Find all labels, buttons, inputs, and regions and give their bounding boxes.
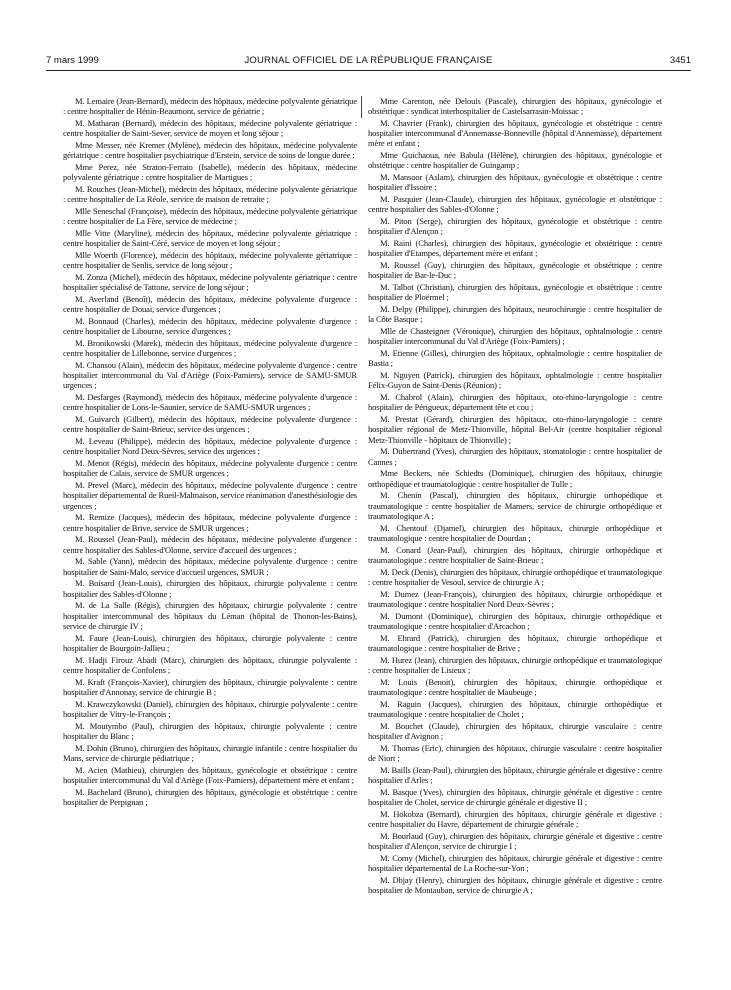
appointment-entry: M. Roussel (Jean-Paul), médecin des hôpitaux, médecine polyvalente d'urgence : centre hospitalier des Sables-d'Olonne, service d'accueil des urgences ;: [63, 534, 357, 555]
right-column: [368, 96, 662, 970]
header-date: 7 mars 1999: [46, 55, 99, 66]
appointment-entry: M. Baills (Jean-Paul), chirurgien des hôpitaux, chirurgie générale et digestive : centre hospitalier d'Arles ;: [368, 764, 662, 785]
appointment-entry: M. Chavrier (Frank), chirurgien des hôpitaux, gynécologie et obstétrique : centre hospitalier intercommunal d'Annemasse-Bonneville (hôpital d'Annemasse), département mère et enfant ;: [368, 118, 662, 149]
appointment-entry: M. Deck (Denis), chirurgien des hôpitaux, chirurgie orthopédique et traumatologique : centre hospitalier de Vesoul, service de chirurgie A ;: [368, 566, 662, 587]
appointment-entry: M. Comy (Michel), chirurgien des hôpitaux, chirurgie générale et digestive : centre hospitalier départemental de La Roche-sur-Yon ;: [368, 852, 662, 873]
appointment-entry: M. Bonnaud (Charles), médecin des hôpitaux, médecine polyvalente d'urgence : centre hospitalier de Libourne, service d'urgences ;: [63, 316, 357, 337]
appointment-entry: M. Rouches (Jean-Michel), médecin des hôpitaux, médecine polyvalente gériatrique : centre hospitalier de La Réole, service de maison de retraite ;: [63, 184, 357, 205]
appointment-entry: M. Bronikowski (Marek), médecin des hôpitaux, médecine polyvalente d'urgence : centre hospitalier de Lillebonne, service d'urgences ;: [63, 338, 357, 359]
appointment-entry: M. Krawczykowski (Daniel), chirurgien des hôpitaux, chirurgie polyvalente : centre hospitalier de Vitry-le-François ;: [63, 698, 357, 719]
appointment-entry: M. Chentouf (Djamel), chirurgien des hôpitaux, chirurgie orthopédique et traumatologique : centre hospitalier de Dourdan ;: [368, 522, 662, 543]
appointment-entry: M. Prestat (Gérard), chirurgien des hôpitaux, oto-rhino-laryngologie : centre hospitalier régional de Metz-Thionville, hôpital Bel-Air (centre hospitalier régional Metz-Thionville - hôpitaux de Thionville) ;: [368, 414, 662, 445]
appointment-entry: M. Moutymbo (Paul), chirurgien des hôpitaux, chirurgie polyvalente : centre hospitalier du Blanc ;: [63, 720, 357, 741]
appointment-entry: M. Acien (Mathieu), chirurgien des hôpitaux, gynécologie et obstétrique : centre hospitalier intercommunal du Val d'Ariège (Foix-Pamiers), département mère et enfant ;: [63, 764, 357, 785]
journal-title: JOURNAL OFFICIEL DE LA RÉPUBLIQUE FRANÇAISE: [244, 55, 493, 66]
appointment-entry: M. Guivarch (Gilbert), médecin des hôpitaux, médecine polyvalente d'urgence : centre hospitalier de Saint-Brieuc, service des urgences ;: [63, 414, 357, 435]
appointment-entry: M. Lemaire (Jean-Bernard), médecin des hôpitaux, médecine polyvalente gériatrique : centre hospitalier de Hénin-Beaumont, service de gériatrie ;: [63, 96, 357, 117]
appointment-entry: M. Raini (Charles), chirurgien des hôpitaux, gynécologie et obstétrique : centre hospitalier d'Etampes, département mère et enfant ;: [368, 238, 662, 259]
appointment-entry: Mme Messer, née Kremer (Mylène), médecin des hôpitaux, médecine polyvalente gériatrique : centre hospitalier psychiatrique d'Erstein, service de soins de longue durée ;: [63, 140, 357, 161]
appointment-entry: Mme Carenton, née Delouis (Pascale), chirurgien des hôpitaux, gynécologie et obstétrique : syndicat interhospitalier de Castelsarrasin-Moissac ;: [368, 96, 662, 117]
appointment-entry: M. Hokobza (Bernard), chirurgien des hôpitaux, chirurgie générale et digestive : centre hospitalier du Havre, département de chirurgie générale ;: [368, 808, 662, 829]
appointment-entry: M. Menot (Régis), médecin des hôpitaux, médecine polyvalente d'urgence : centre hospitalier de Calais, service de SMUR urgences ;: [63, 458, 357, 479]
appointment-entry: M. Bachelard (Bruno), chirurgien des hôpitaux, gynécologie et obstétrique : centre hospitalier de Perpignan ;: [63, 786, 357, 807]
appointment-entry: M. Hurez (Jean), chirurgien des hôpitaux, chirurgie orthopédique et traumatologique : centre hospitalier de Lisieux ;: [368, 654, 662, 675]
appointment-entry: M. Sable (Yann), médecin des hôpitaux, médecine polyvalente d'urgence : centre hospitalier de Saint-Malo, service d'accueil urgences, SMUR ;: [63, 556, 357, 577]
appointment-entry: M. de La Salle (Régis), chirurgien des hôpitaux, chirurgie polyvalente : centre hospitalier intercommunal des hôpitaux du Léman (hôpital de Thonon-les-Bains), service de chirurgie IV ;: [63, 600, 357, 631]
appointment-entry: M. Roussel (Guy), chirurgien des hôpitaux, gynécologie et obstétrique : centre hospitalier de Bar-le-Duc ;: [368, 260, 662, 281]
column-divider: [361, 96, 362, 118]
header-rule: [46, 70, 691, 71]
appointment-entry: M. Kraft (François-Xavier), chirurgien des hôpitaux, chirurgie polyvalente : centre hospitalier d'Annonay, service de chirurgie B ;: [63, 676, 357, 697]
page-number: 3451: [669, 55, 691, 66]
appointment-entry: Mme Beckers, née Schiedts (Dominique), chirurgien des hôpitaux, chirurgie orthopédique et traumatologique : centre hospitalier de Tulle ;: [368, 468, 662, 489]
appointment-entry: M. Piton (Serge), chirurgien des hôpitaux, gynécologie et obstétrique : centre hospitalier d'Alençon ;: [368, 216, 662, 237]
appointment-entry: M. Raguin (Jacques), chirurgien des hôpitaux, chirurgie orthopédique et traumatologique : centre hospitalier de Cholet ;: [368, 698, 662, 719]
appointment-entry: M. Averland (Benoît), médecin des hôpitaux, médecine polyvalente d'urgence : centre hospitalier de Douai, service d'urgences ;: [63, 294, 357, 315]
appointment-entry: M. Leveau (Philippe), médecin des hôpitaux, médecine polyvalente d'urgence : centre hospitalier Nord Deux-Sèvres, service des urgences ;: [63, 436, 357, 457]
appointment-entry: M. Matharan (Bernard), médecin des hôpitaux, médecine polyvalente gériatrique : centre hospitalier de Saint-Sever, service de moyen et long séjour ;: [63, 118, 357, 139]
left-column: [63, 96, 357, 970]
appointment-entry: M. Bourlaud (Guy), chirurgien des hôpitaux, chirurgie générale et digestive : centre hospitalier d'Alençon, service de chirurgie I ;: [368, 830, 662, 851]
appointment-entry: M. Dbjay (Henry), chirurgien des hôpitaux, chirurgie générale et digestive : centre hospitalier de Montauban, service de chirurgie A ;: [368, 874, 662, 895]
appointment-entry: M. Ehrard (Patrick), chirurgien des hôpitaux, chirurgie orthopédique et traumatologique : centre hospitalier de Brive ;: [368, 632, 662, 653]
appointment-entry: M. Desfarges (Raymond), médecin des hôpitaux, médecine polyvalente d'urgence : centre hospitalier de Lons-le-Saunier, service de SAMU-SMUR urgences ;: [63, 392, 357, 413]
appointment-entry: Mme Perez, née Straton-Ferrato (Isabelle), médecin des hôpitaux, médecine polyvalente gériatrique : centre hospitalier de Martigues ;: [63, 162, 357, 183]
appointment-entry: M. Hadji Firouz Abadi (Marc), chirurgien des hôpitaux, chirurgie polyvalente : centre hospitalier de Confolens ;: [63, 654, 357, 675]
appointment-entry: M. Dumez (Jean-François), chirurgien des hôpitaux, chirurgie orthopédique et traumatologique : centre hospitalier Nord Deux-Sèvres ;: [368, 588, 662, 609]
appointment-entry: Mme Guichaoua, née Babula (Hélène), chirurgien des hôpitaux, gynécologie et obstétrique : centre hospitalier de Guingamp ;: [368, 150, 662, 171]
appointment-entry: M. Louis (Benoit), chirurgien des hôpitaux, chirurgie orthopédique et traumatologique : centre hospitalier de Maubeuge ;: [368, 676, 662, 697]
appointment-entry: Mlle Woerth (Florence), médecin des hôpitaux, médecine polyvalente gériatrique : centre hospitalier de Senlis, service de long séjour ;: [63, 250, 357, 271]
appointment-entry: M. Bouchet (Claude), chirurgien des hôpitaux, chirurgie vasculaire : centre hospitalier d'Avignon ;: [368, 720, 662, 741]
appointment-entry: M. Boisard (Jean-Louis), chirurgien des hôpitaux, chirurgie polyvalente : centre hospitalier des Sables-d'Olonne ;: [63, 578, 357, 599]
appointment-entry: M. Pasquier (Jean-Claude), chirurgien des hôpitaux, gynécologie et obstétrique : centre hospitalier des Sables-d'Olonne ;: [368, 194, 662, 215]
appointment-entry: M. Faure (Jean-Louis), chirurgien des hôpitaux, chirurgie polyvalente : centre hospitalier de Bourgoin-Jallieu ;: [63, 632, 357, 653]
appointment-entry: M. Zonza (Michel), médecin des hôpitaux, médecine polyvalente gériatrique : centre hospitalier spécialisé de Tattone, service de long séjour ;: [63, 272, 357, 293]
appointment-entry: M. Dubertrand (Yves), chirurgien des hôpitaux, stomatologie : centre hospitalier de Cannes ;: [368, 446, 662, 467]
appointment-entry: M. Nguyen (Patrick), chirurgien des hôpitaux, ophtalmologie : centre hospitalier Félix-Guyon de Saint-Denis (Réunion) ;: [368, 370, 662, 391]
appointment-entry: M. Basque (Yves), chirurgien des hôpitaux, chirurgie générale et digestive : centre hospitalier de Cholet, service de chirurgie générale et digestive II ;: [368, 786, 662, 807]
appointment-entry: M. Remize (Jacques), médecin des hôpitaux, médecine polyvalente d'urgence : centre hospitalier de Brive, service de SMUR urgences ;: [63, 512, 357, 533]
appointment-entry: M. Chabrol (Alain), chirurgien des hôpitaux, oto-rhino-laryngologie : centre hospitalier de Périgueux, département tête et cou ;: [368, 392, 662, 413]
appointment-entry: M. Prevel (Marc), médecin des hôpitaux, médecine polyvalente d'urgence : centre hospitalier départemental de Rueil-Malmaison, service réanimation d'anesthésiologie des urgences ;: [63, 480, 357, 511]
appointment-entry: M. Dohin (Bruno), chirurgien des hôpitaux, chirurgie infantile : centre hospitalier du Mans, service de chirurgie pédiatrique ;: [63, 742, 357, 763]
appointment-entry: M. Mansoor (Aslam), chirurgien des hôpitaux, gynécologie et obstétrique : centre hospitalier d'Issoire ;: [368, 172, 662, 193]
appointment-entry: M. Etienne (Gilles), chirurgien des hôpitaux, ophtalmologie : centre hospitalier de Bastia ;: [368, 348, 662, 369]
appointment-entry: M. Talbot (Christian), chirurgien des hôpitaux, gynécologie et obstétrique : centre hospitalier de Ploërmel ;: [368, 282, 662, 303]
appointment-entry: M. Dumont (Dominique), chirurgien des hôpitaux, chirurgie orthopédique et traumatologique : centre hospitalier d'Arcachon ;: [368, 610, 662, 631]
appointment-entry: M. Delpy (Philippe), chirurgien des hôpitaux, neurochirurgie : centre hospitalier de la Côte Basque ;: [368, 304, 662, 325]
appointment-entry: Mlle de Chasteigner (Véronique), chirurgien des hôpitaux, ophtalmologie : centre hospitalier intercommunal du Val d'Ariège (Foix-Pamiers) ;: [368, 326, 662, 347]
appointment-entry: M. Thomas (Eric), chirurgien des hôpitaux, chirurgie vasculaire : centre hospitalier de Niort ;: [368, 742, 662, 763]
appointment-entry: Mlle Vitte (Maryline), médecin des hôpitaux, médecine polyvalente gériatrique : centre hospitalier de Saint-Céré, service de moyen et long séjour ;: [63, 228, 357, 249]
appointment-entry: M. Chenin (Pascal), chirurgien des hôpitaux, chirurgie orthopédique et traumatologique : centre hospitalier de Mamers, service de chirurgie orthopédique et traumatologique A ;: [368, 490, 662, 521]
appointment-entry: M. Chansou (Alain), médecin des hôpitaux, médecine polyvalente d'urgence : centre hospitalier intercommunal du Val d'Ariège (Foix-Pamiers), service de SAMU-SMUR urgences ;: [63, 360, 357, 391]
appointment-entry: M. Conard (Jean-Paul), chirurgien des hôpitaux, chirurgie orthopédique et traumatologique : centre hospitalier de Saint-Brieuc ;: [368, 544, 662, 565]
appointment-entry: Mlle Seneschal (Françoise), médecin des hôpitaux, médecine polyvalente gériatrique : centre hospitalier de La Fère, service de médecine ;: [63, 206, 357, 227]
